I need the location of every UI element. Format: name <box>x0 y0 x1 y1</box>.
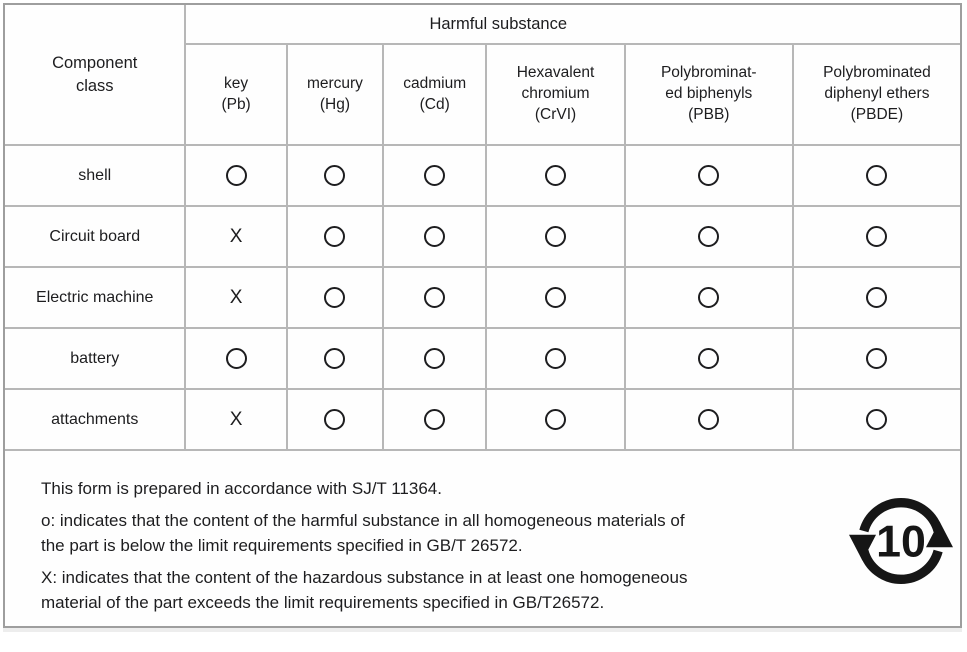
table-row-circuit-board <box>5 206 960 267</box>
circle-mark <box>866 226 887 247</box>
mark-cell <box>287 267 383 328</box>
circle-mark <box>698 226 719 247</box>
mark-cell <box>287 328 383 389</box>
substance-header-pb: key (Pb) <box>185 44 286 145</box>
efup-number: 10 <box>876 517 926 567</box>
mark-cell <box>383 206 486 267</box>
circle-mark <box>866 409 887 430</box>
mark-cell <box>383 389 486 450</box>
circle-mark <box>226 348 247 369</box>
table-row-electric-machine <box>5 267 960 328</box>
circle-mark <box>424 287 445 308</box>
mark-cell <box>287 145 383 206</box>
circle-mark <box>866 348 887 369</box>
substance-header-cd: cadmium (Cd) <box>383 44 486 145</box>
substance-header-hg: mercury (Hg) <box>287 44 383 145</box>
circle-mark <box>698 409 719 430</box>
circle-mark <box>324 287 345 308</box>
component-label: battery <box>5 328 185 389</box>
component-class-header <box>5 5 185 145</box>
mark-cell <box>383 328 486 389</box>
circle-mark <box>698 348 719 369</box>
mark-cell <box>625 206 793 267</box>
mark-cell <box>185 328 286 389</box>
circle-mark <box>424 348 445 369</box>
table-row-shell <box>5 145 960 206</box>
substance-header-pbde: Polybrominated diphenyl ethers (PBDE) <box>793 44 960 145</box>
rohs-declaration-sheet <box>3 3 962 628</box>
circle-mark <box>324 165 345 186</box>
component-label: shell <box>5 145 185 206</box>
harmful-substance-table <box>5 5 960 451</box>
mark-cell <box>383 267 486 328</box>
circle-mark <box>545 226 566 247</box>
mark-cell <box>486 206 624 267</box>
mark-cell <box>793 206 960 267</box>
substance-header-crvi: Hexavalent chromium (CrVI) <box>486 44 624 145</box>
mark-cell <box>486 267 624 328</box>
mark-cell <box>793 145 960 206</box>
mark-cell <box>185 145 286 206</box>
circle-mark <box>698 165 719 186</box>
substance-header-pbb: Polybrominat- ed biphenyls (PBB) <box>625 44 793 145</box>
circle-mark <box>866 287 887 308</box>
component-label: Electric machine <box>5 267 185 328</box>
mark-cell <box>793 389 960 450</box>
note-circle-meaning: o: indicates that the content of the harmful substance in all homogeneous materials of the part is below the limit requirements specified in GB/T 26572. <box>41 511 685 555</box>
mark-cell <box>486 328 624 389</box>
mark-cell <box>625 328 793 389</box>
circle-mark <box>545 348 566 369</box>
note-x-meaning: X: indicates that the content of the hazardous substance in at least one homogeneous material of the part exceeds the limit requirements specified in GB/T26572. <box>41 568 688 612</box>
circle-mark <box>866 165 887 186</box>
table-row-attachments <box>5 389 960 450</box>
component-class-line2: class <box>75 76 114 95</box>
component-label: attachments <box>5 389 185 450</box>
mark-cell <box>287 206 383 267</box>
mark-cell: X <box>185 206 286 267</box>
circle-mark <box>324 226 345 247</box>
efup-10-recycling-arrows-icon <box>846 489 956 593</box>
circle-mark <box>424 226 445 247</box>
mark-cell <box>793 267 960 328</box>
circle-mark <box>545 287 566 308</box>
circle-mark <box>226 165 247 186</box>
circle-mark <box>324 348 345 369</box>
circle-mark <box>545 409 566 430</box>
mark-cell <box>625 267 793 328</box>
mark-cell: X <box>185 267 286 328</box>
mark-cell <box>486 145 624 206</box>
circle-mark <box>424 409 445 430</box>
mark-cell <box>793 328 960 389</box>
table-row-battery <box>5 328 960 389</box>
circle-mark <box>698 287 719 308</box>
mark-cell: X <box>185 389 286 450</box>
harmful-substance-header: Harmful substance <box>185 5 960 44</box>
mark-cell <box>287 389 383 450</box>
mark-cell <box>625 145 793 206</box>
component-label: Circuit board <box>5 206 185 267</box>
circle-mark <box>545 165 566 186</box>
circle-mark <box>324 409 345 430</box>
mark-cell <box>486 389 624 450</box>
mark-cell <box>383 145 486 206</box>
component-class-line1: Component <box>52 54 138 73</box>
circle-mark <box>424 165 445 186</box>
notes-section <box>5 451 960 652</box>
mark-cell <box>625 389 793 450</box>
note-standard: This form is prepared in accordance with SJ/T 11364. <box>41 479 442 498</box>
